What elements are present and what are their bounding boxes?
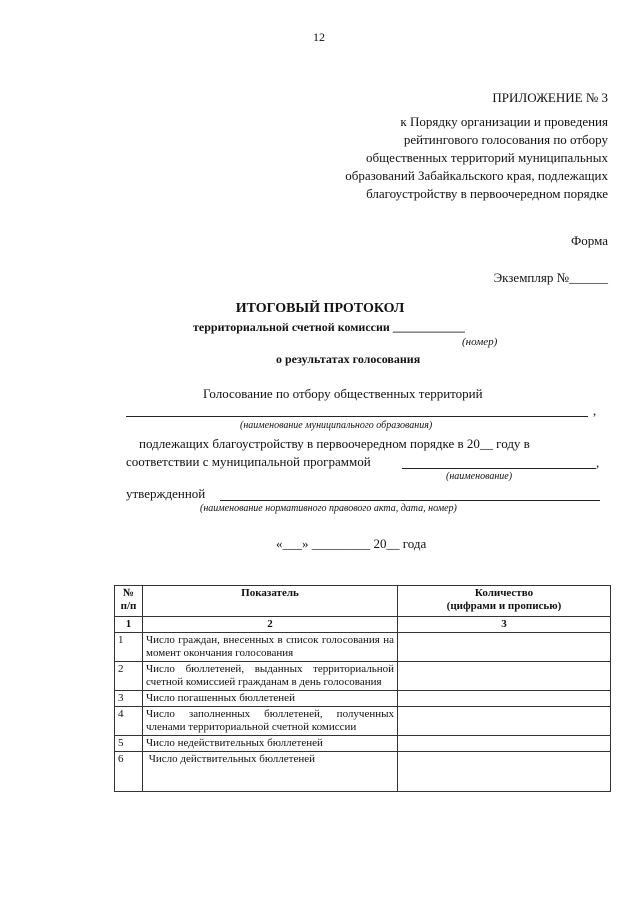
table-header-row bbox=[115, 586, 611, 617]
subject-line-1: подлежащих благоустройству в первоочередном порядке в 20__ году в bbox=[139, 436, 530, 451]
act-blank-line bbox=[220, 500, 600, 501]
row-number: 4 bbox=[115, 707, 143, 736]
municipality-blank-line bbox=[126, 416, 588, 417]
row-indicator: Число недействительных бюллетеней bbox=[143, 736, 398, 752]
row-number: 5 bbox=[115, 736, 143, 752]
row-indicator: Число действительных бюллетеней bbox=[143, 752, 398, 792]
subheader-2: 2 bbox=[143, 617, 398, 633]
row-number: 3 bbox=[115, 691, 143, 707]
header-quantity: Количество (цифрами и прописью) bbox=[398, 586, 611, 617]
results-table bbox=[114, 585, 611, 792]
program-hint: (наименование) bbox=[446, 471, 513, 482]
date-line: «___» _________ 20__ года bbox=[276, 536, 427, 551]
row-indicator: Число бюллетеней, выданных территориальной счетной комиссией гражданам в день голосования bbox=[143, 662, 398, 691]
appendix-line-1: к Порядку организации и проведения bbox=[400, 114, 608, 129]
row-value[interactable] bbox=[398, 752, 611, 792]
table-row bbox=[115, 736, 611, 752]
row-number: 1 bbox=[115, 633, 143, 662]
row-indicator: Число заполненных бюллетеней, полученных членами территориальной счетной комиссии bbox=[143, 707, 398, 736]
municipality-hint: (наименование муниципального образования) bbox=[240, 420, 433, 431]
appendix-title: ПРИЛОЖЕНИЕ № 3 bbox=[492, 90, 608, 105]
table-subheader-row bbox=[115, 617, 611, 633]
voting-line: Голосование по отбору общественных территорий bbox=[203, 386, 483, 401]
program-blank-line bbox=[402, 468, 596, 469]
comma-2: , bbox=[596, 455, 600, 470]
row-value[interactable] bbox=[398, 633, 611, 662]
row-value[interactable] bbox=[398, 736, 611, 752]
appendix-line-4: образований Забайкальского края, подлежащих bbox=[345, 168, 608, 183]
page-number: 12 bbox=[313, 30, 325, 44]
table-row bbox=[115, 707, 611, 736]
subject-line-2: соответствии с муниципальной программой bbox=[126, 454, 371, 469]
row-value[interactable] bbox=[398, 707, 611, 736]
commission-line: территориальной счетной комиссии ____________ bbox=[193, 320, 465, 334]
row-number: 6 bbox=[115, 752, 143, 792]
subheader-3: 3 bbox=[398, 617, 611, 633]
table-row bbox=[115, 662, 611, 691]
table-row bbox=[115, 633, 611, 662]
appendix-line-5: благоустройству в первоочередном порядке bbox=[366, 186, 608, 201]
row-number: 2 bbox=[115, 662, 143, 691]
appendix-line-3: общественных территорий муниципальных bbox=[366, 150, 608, 165]
header-number: № п/п bbox=[115, 586, 143, 617]
number-hint: (номер) bbox=[462, 336, 498, 348]
act-hint: (наименование нормативного правового акта, дата, номер) bbox=[200, 503, 457, 514]
copy-number-label: Экземпляр №______ bbox=[493, 270, 608, 285]
appendix-line-2: рейтингового голосования по отбору bbox=[403, 132, 608, 147]
row-value[interactable] bbox=[398, 662, 611, 691]
row-value[interactable] bbox=[398, 691, 611, 707]
row-indicator: Число погашенных бюллетеней bbox=[143, 691, 398, 707]
comma-1: , bbox=[593, 403, 597, 418]
results-title: о результатах голосования bbox=[276, 352, 421, 366]
protocol-title: ИТОГОВЫЙ ПРОТОКОЛ bbox=[235, 301, 405, 316]
form-label: Форма bbox=[571, 233, 608, 248]
subheader-1: 1 bbox=[115, 617, 143, 633]
table-row bbox=[115, 752, 611, 792]
header-indicator: Показатель bbox=[143, 586, 398, 617]
approved-label: утвержденной bbox=[126, 486, 206, 501]
row-indicator: Число граждан, внесенных в список голосования на момент окончания голосования bbox=[143, 633, 398, 662]
table-row bbox=[115, 691, 611, 707]
